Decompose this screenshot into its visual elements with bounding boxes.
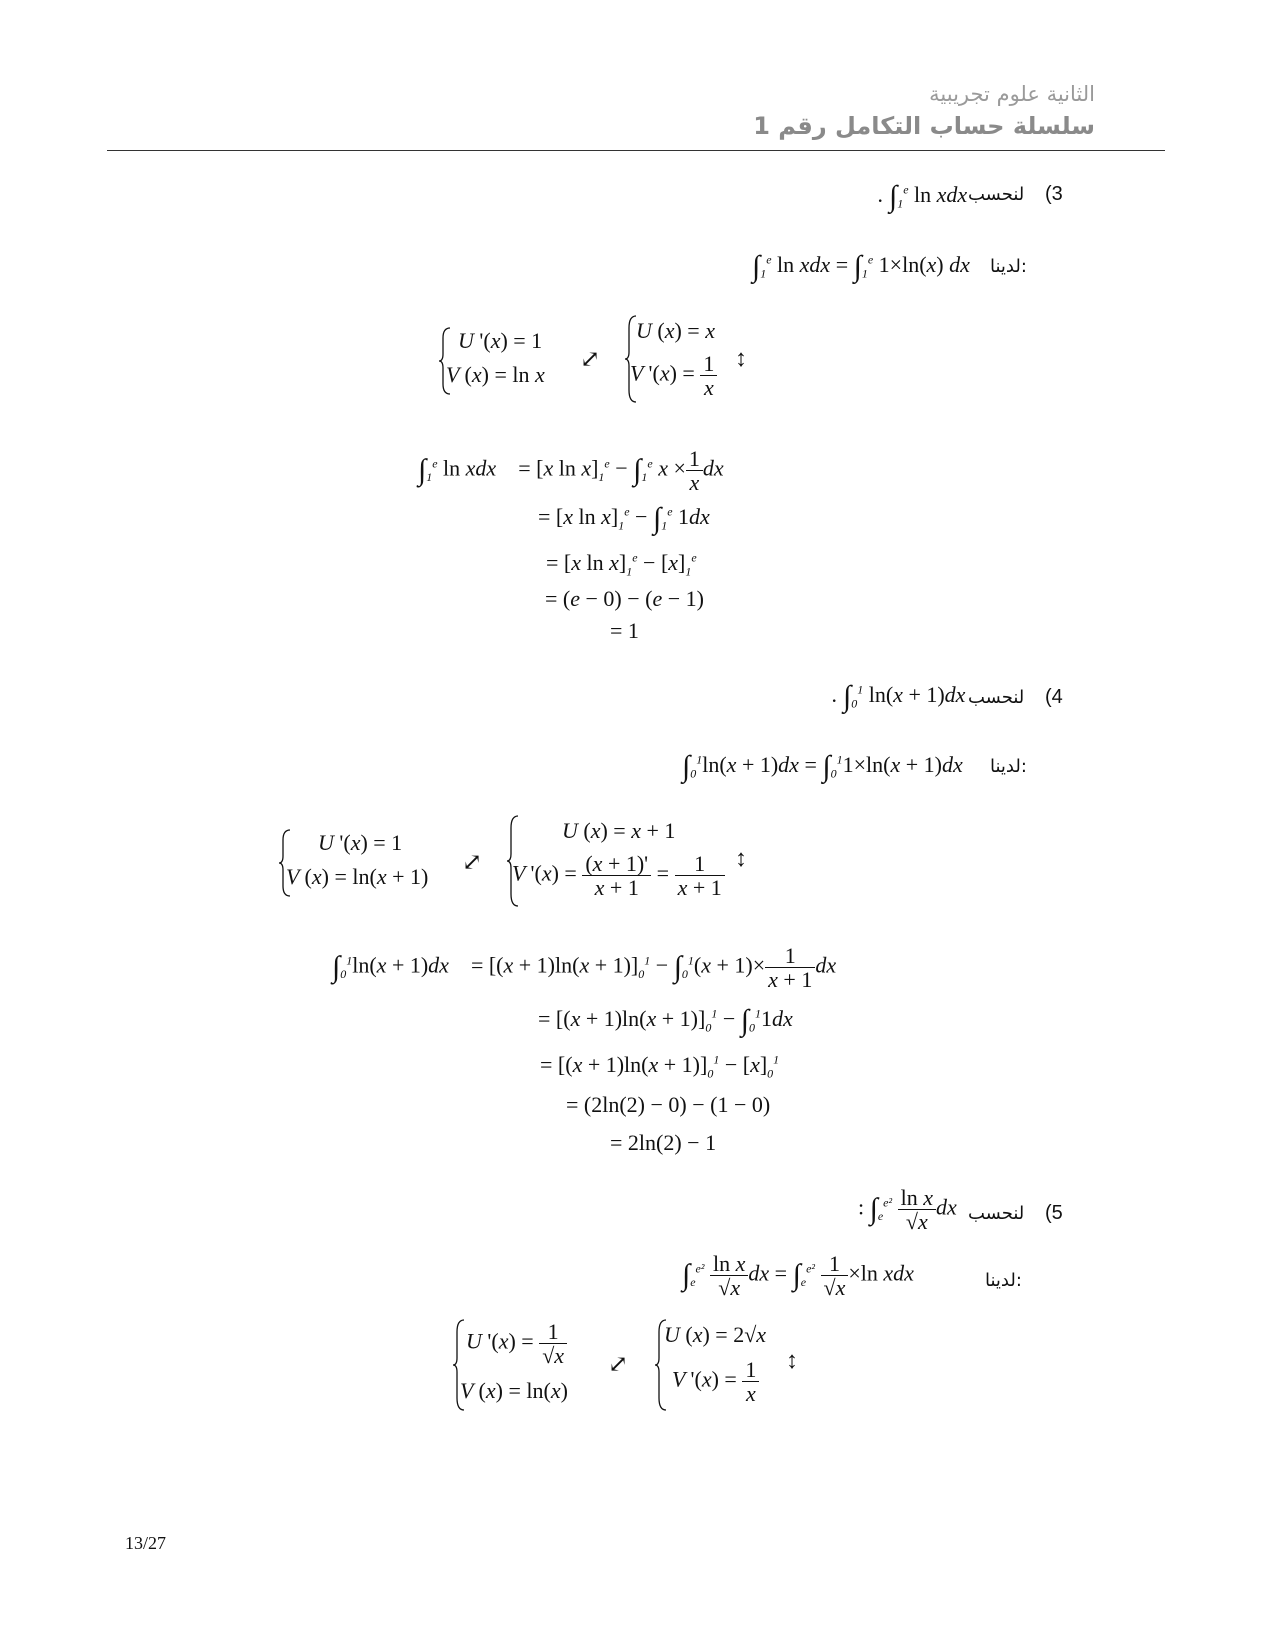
updown-arrow-icon: ↕ bbox=[786, 1348, 798, 1374]
ex5-label: لنحسب bbox=[968, 1203, 1025, 1224]
ex4-step-4: = (2ln(2) − 0) − (1 − 0) bbox=[566, 1092, 771, 1117]
ex4-number: (4 bbox=[1045, 686, 1063, 708]
updown-arrow-icon: ↕ bbox=[735, 846, 747, 872]
ex4-step-5: = 2ln(2) − 1 bbox=[610, 1130, 717, 1155]
ex3-integral: . $\int_1^e$ ln xdx bbox=[878, 180, 968, 213]
ex4-step-3: = $[(x + 1)\ln(x + 1)]_0^1 - [x]_0^1$ bbox=[540, 1052, 780, 1081]
ex4-step-2: = $[(x + 1)\ln(x + 1)]_0^1 - \int_0^11dx$ bbox=[538, 1004, 793, 1037]
ex5-integral: : $\int_e^{e^2}$ $\frac{\text{ln x}}{√x}$ dx bbox=[858, 1185, 957, 1235]
ex3-system-left: U '(x) = 1 V (x) = ln x bbox=[438, 326, 568, 396]
ex5-intro-label: :لدينا bbox=[985, 1270, 1022, 1291]
ex4-rewrite: $\int_0^1\ln(x + 1)dx = \int_0^11\times\ln(x + 1)dx$ bbox=[682, 750, 963, 783]
ex3-label: لنحسب bbox=[968, 184, 1025, 205]
updown-arrow-icon: ↕ bbox=[735, 346, 747, 372]
swap-arrow-icon: ⤢ bbox=[608, 1352, 629, 1378]
ex3-number: (3 bbox=[1045, 183, 1063, 205]
page-number: 13/27 bbox=[125, 1533, 167, 1553]
ex5-system-right: U (x) = 2√x V '(x) = $\frac{1}{x}$ bbox=[654, 1318, 794, 1412]
ex3-step-3: = [x $\ln x]_1^e - [x]_1^e$ bbox=[546, 550, 697, 579]
ex4-step-1: $\int_0^1\ln(x + 1)dx$ = $[(x + 1)\ln(x + 1)]_0^1 - \int_0^1(x + 1)\times$ $\frac{1}{x + 1}$ dx bbox=[332, 943, 837, 993]
header-divider bbox=[107, 150, 1165, 151]
ex4-intro-label: :لدينا bbox=[990, 756, 1027, 777]
ex3-step-2: = [x $\ln x]_1^e - \int_1^e$ 1dx bbox=[538, 502, 710, 535]
ex5-rewrite: $\int_e^{e^2}$ $\frac{\text{ln x}}{√x}$ dx = $\int_e^{e^2}$ $\frac{1}{√x}$ ×ln xdx bbox=[682, 1251, 914, 1301]
ex5-number: (5 bbox=[1045, 1202, 1063, 1224]
ex3-rewrite: $\int_1^e$ ln xdx = $\int_1^e$ 1×ln(x) dx bbox=[752, 250, 970, 283]
ex4-system-right: U (x) = x + 1 V '(x) = $\frac{(x + 1)'}{x + 1}$ = $\frac{1}{x + 1}$ bbox=[506, 814, 746, 910]
ex3-system-right: U (x) = x V '(x) = $\frac{1}{x}$ bbox=[624, 314, 764, 406]
ex3-step-4: = (e − 0) − (e − 1) bbox=[545, 586, 704, 611]
ex3-intro-label: :لدينا bbox=[990, 256, 1027, 277]
swap-arrow-icon: ⤢ bbox=[462, 850, 483, 876]
header-title: سلسلة حساب التكامل رقم 1 bbox=[753, 112, 1095, 140]
ex4-system-left: U '(x) = 1 V (x) = ln(x + 1) bbox=[278, 828, 458, 898]
ex3-step-5: = 1 bbox=[610, 618, 639, 643]
ex5-system-left: U '(x) = $\frac{1}{√x}$ V (x) = ln(x) bbox=[452, 1318, 602, 1412]
ex4-label: لنحسب bbox=[968, 687, 1025, 708]
swap-arrow-icon: ⤢ bbox=[580, 347, 601, 373]
header-subtitle: الثانية علوم تجريبية bbox=[929, 82, 1095, 106]
ex4-integral: . $\int_0^1$ ln(x + 1)dx bbox=[832, 680, 966, 713]
ex3-step-1: $\int_1^e$ ln xdx = [x $\ln x]_1^e - \int_1^e$ x × $\frac{1}{x}$ dx bbox=[418, 446, 724, 496]
